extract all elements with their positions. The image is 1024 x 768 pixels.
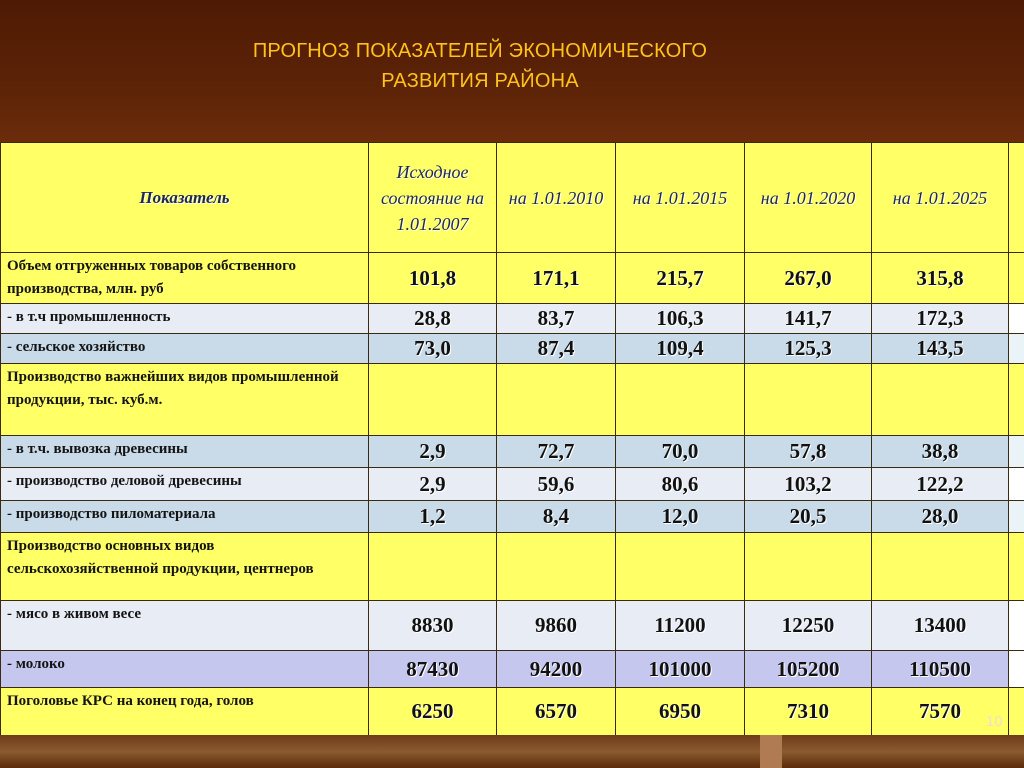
row-extra-cell <box>1009 253 1024 304</box>
row-value: 215,7 <box>616 253 745 304</box>
row-value: 13400 <box>872 601 1009 651</box>
row-value: 59,6 <box>497 468 616 501</box>
row-value: 7570 <box>872 688 1009 736</box>
row-value: 9860 <box>497 601 616 651</box>
row-value <box>872 364 1009 436</box>
row-value: 125,3 <box>745 334 872 364</box>
row-extra-cell <box>1009 688 1024 736</box>
header-2025: на 1.01.2025 <box>872 143 1009 253</box>
row-value: 101,8 <box>369 253 497 304</box>
row-value: 6570 <box>497 688 616 736</box>
header-indicator: Показатель <box>1 143 369 253</box>
row-label: Поголовье КРС на конец года, голов <box>1 688 369 736</box>
row-value: 12250 <box>745 601 872 651</box>
row-value: 141,7 <box>745 304 872 334</box>
row-value: 73,0 <box>369 334 497 364</box>
row-value: 8830 <box>369 601 497 651</box>
header-2007: Исходное состояние на 1.01.2007 <box>369 143 497 253</box>
row-value: 12,0 <box>616 501 745 533</box>
row-value <box>872 533 1009 601</box>
row-extra-cell <box>1009 651 1024 688</box>
table-row <box>1 501 1024 533</box>
row-extra-cell <box>1009 533 1024 601</box>
table-row <box>1 688 1024 736</box>
header-2020: на 1.01.2020 <box>745 143 872 253</box>
row-value: 7310 <box>745 688 872 736</box>
row-value: 83,7 <box>497 304 616 334</box>
row-label: - производство деловой древесины <box>1 468 369 501</box>
table-row <box>1 468 1024 501</box>
row-value: 11200 <box>616 601 745 651</box>
header-row <box>1 143 1024 253</box>
row-value <box>616 364 745 436</box>
row-value: 1,2 <box>369 501 497 533</box>
row-extra-cell <box>1009 436 1024 468</box>
table-row <box>1 533 1024 601</box>
page-number: 10 <box>986 713 1003 730</box>
row-value <box>369 533 497 601</box>
row-value: 94200 <box>497 651 616 688</box>
table-row <box>1 334 1024 364</box>
row-label: - молоко <box>1 651 369 688</box>
row-value <box>745 364 872 436</box>
row-label: - в т.ч промышленность <box>1 304 369 334</box>
row-label: Объем отгруженных товаров собственного производства, млн. руб <box>1 253 369 304</box>
row-label: - мясо в живом весе <box>1 601 369 651</box>
footer-band <box>0 735 1024 768</box>
row-value: 6950 <box>616 688 745 736</box>
row-value: 101000 <box>616 651 745 688</box>
row-value <box>369 364 497 436</box>
row-value: 267,0 <box>745 253 872 304</box>
row-value: 103,2 <box>745 468 872 501</box>
row-extra-cell <box>1009 304 1024 334</box>
row-value: 143,5 <box>872 334 1009 364</box>
row-value: 57,8 <box>745 436 872 468</box>
row-value <box>497 364 616 436</box>
row-value: 20,5 <box>745 501 872 533</box>
row-value: 109,4 <box>616 334 745 364</box>
row-label: Производство основных видов сельскохозяйственной продукции, центнеров <box>1 533 369 601</box>
row-extra-cell <box>1009 334 1024 364</box>
row-value: 87430 <box>369 651 497 688</box>
row-value: 110500 <box>872 651 1009 688</box>
row-value: 72,7 <box>497 436 616 468</box>
row-value: 8,4 <box>497 501 616 533</box>
row-extra-cell <box>1009 364 1024 436</box>
table-row <box>1 364 1024 436</box>
row-value: 70,0 <box>616 436 745 468</box>
row-label: - производство пиломатериала <box>1 501 369 533</box>
row-value: 105200 <box>745 651 872 688</box>
row-label: Производство важнейших видов промышленной продукции, тыс. куб.м. <box>1 364 369 436</box>
header-2015: на 1.01.2015 <box>616 143 745 253</box>
row-label: - сельское хозяйство <box>1 334 369 364</box>
row-value <box>497 533 616 601</box>
row-label: - в т.ч. вывозка древесины <box>1 436 369 468</box>
row-extra-cell <box>1009 501 1024 533</box>
footer-stripe <box>760 735 782 768</box>
row-extra-cell <box>1009 601 1024 651</box>
row-value: 38,8 <box>872 436 1009 468</box>
row-value: 171,1 <box>497 253 616 304</box>
row-value: 80,6 <box>616 468 745 501</box>
row-value: 6250 <box>369 688 497 736</box>
row-extra-cell <box>1009 468 1024 501</box>
row-value: 106,3 <box>616 304 745 334</box>
table-row <box>1 304 1024 334</box>
row-value: 122,2 <box>872 468 1009 501</box>
row-value: 315,8 <box>872 253 1009 304</box>
slide-title: ПРОГНОЗ ПОКАЗАТЕЛЕЙ ЭКОНОМИЧЕСКОГО РАЗВИТИЯ РАЙОНА <box>252 40 708 92</box>
row-value <box>616 533 745 601</box>
row-value: 2,9 <box>369 468 497 501</box>
row-value: 28,8 <box>369 304 497 334</box>
row-value: 87,4 <box>497 334 616 364</box>
table-row <box>1 651 1024 688</box>
row-value: 28,0 <box>872 501 1009 533</box>
header-extra-cell <box>1009 143 1024 253</box>
header-2010: на 1.01.2010 <box>497 143 616 253</box>
row-value: 172,3 <box>872 304 1009 334</box>
table-row <box>1 253 1024 304</box>
row-value <box>745 533 872 601</box>
table-row <box>1 436 1024 468</box>
forecast-table <box>0 142 1024 736</box>
table-row <box>1 601 1024 651</box>
row-value: 2,9 <box>369 436 497 468</box>
